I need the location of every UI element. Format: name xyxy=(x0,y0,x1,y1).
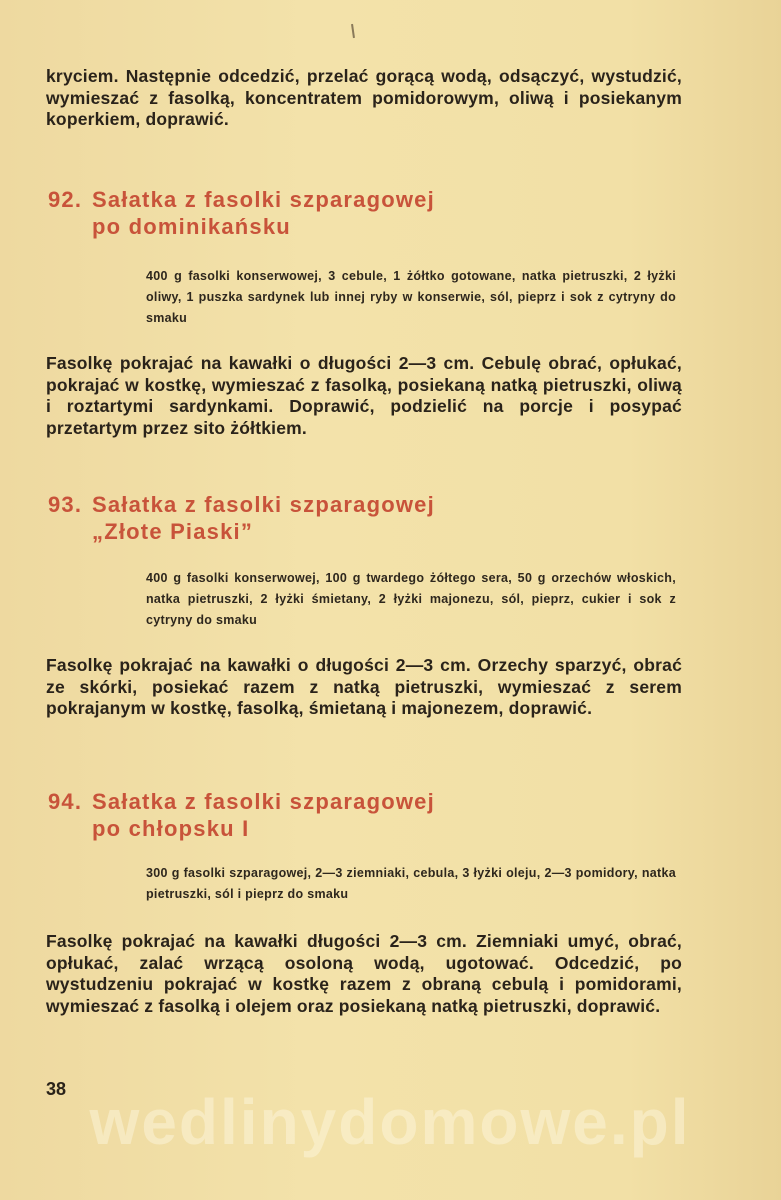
recipe-93-instructions: Fasolkę pokrajać na kawałki o długości 2—3 cm. Orzechy sparzyć, obrać ze skórki, posiekać razem z natką pietruszki, wymieszać z serem pokrajanym w kostkę, fasolką, śmietaną i majonezem, doprawić. xyxy=(46,655,682,718)
recipe-93-title-line2: „Złote Piaski” xyxy=(92,519,254,544)
recipe-94-title-line1: Sałatka z fasolki szparagowej xyxy=(92,789,435,814)
page-number: 38 xyxy=(46,1079,67,1099)
recipe-92-title-line1: Sałatka z fasolki szparagowej xyxy=(92,187,435,212)
recipe-92-number: 92. xyxy=(48,187,83,212)
page-mark xyxy=(351,24,355,38)
intro-paragraph: kryciem. Następnie odcedzić, przelać gorącą wodą, odsączyć, wystudzić, wymieszać z fasolką, koncentratem pomidorowym, oliwą i posiekanym koperkiem, doprawić. xyxy=(46,66,682,129)
recipe-92-title-line2: po dominikańsku xyxy=(92,214,291,239)
watermark: wedlinydomowe.pl xyxy=(89,1086,691,1158)
recipe-94-ingredients: 300 g fasolki szparagowej, 2—3 ziemniaki, cebula, 3 łyżki oleju, 2—3 pomidory, natka pietruszki, sól i pieprz do smaku xyxy=(146,866,676,901)
recipe-93-title-line1: Sałatka z fasolki szparagowej xyxy=(92,492,435,517)
recipe-93-ingredients: 400 g fasolki konserwowej, 100 g twardego żółtego sera, 50 g orzechów włoskich, natka pietruszki, 2 łyżki śmietany, 2 łyżki majonezu, sól, pieprz, cukier i sok z cytryny do smaku xyxy=(146,571,676,627)
recipe-94-title-line2: po chłopsku I xyxy=(92,816,250,841)
recipe-94-instructions: Fasolkę pokrajać na kawałki długości 2—3 cm. Ziemniaki umyć, obrać, opłukać, zalać wrzącą osoloną wodą, ugotować. Odcedzić, po wystudzeniu pokrajać w kostkę razem z obraną cebulą i pomidorami, wymieszać z fasolką i olejem oraz posiekaną natką pietruszki, doprawić. xyxy=(46,931,682,1016)
recipe-92-heading xyxy=(48,186,608,240)
recipe-94-number: 94. xyxy=(48,789,83,814)
recipe-93-number: 93. xyxy=(48,492,83,517)
recipe-92-ingredients: 400 g fasolki konserwowej, 3 cebule, 1 żółtko gotowane, natka pietruszki, 2 łyżki oliwy, 1 puszka sardynek lub innej ryby w konserwie, sól, pieprz i sok z cytryny do smaku xyxy=(146,269,676,325)
recipe-93-heading xyxy=(48,491,608,545)
recipe-94-heading xyxy=(48,788,608,842)
recipe-92-instructions: Fasolkę pokrajać na kawałki o długości 2—3 cm. Cebulę obrać, opłukać, pokrajać w kostkę, wymieszać z fasolką, posiekaną natką pietruszki, oliwą i roztartymi sardynkami. Doprawić, podzielić na porcje i posypać przetartym przez sito żółtkiem. xyxy=(46,353,682,438)
